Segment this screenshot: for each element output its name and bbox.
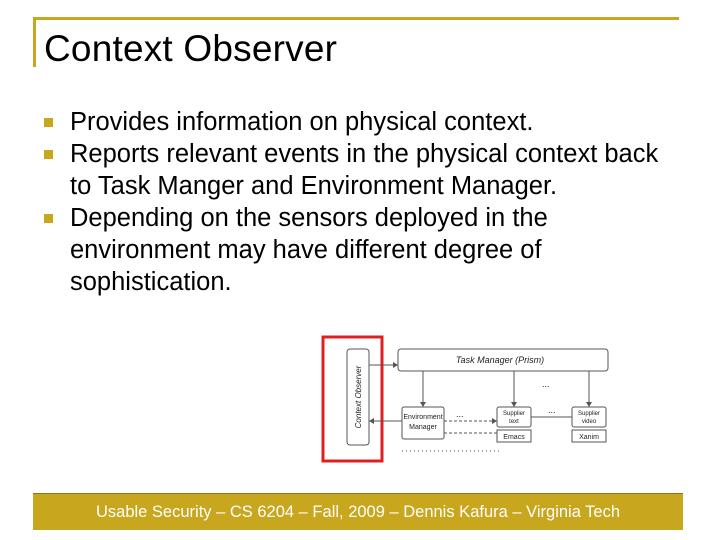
supplier-video-label-line2: video [581,419,597,425]
bullet-text: Provides information on physical context. [70,108,534,136]
bullet-item [44,202,664,298]
bullet-text: Depending on the sensors deployed in the environment may have different degree of sophistication. [70,204,548,296]
square-bullet-icon [44,150,53,159]
task-manager-label: Task Manager (Prism) [455,355,545,365]
supplier-video-label-line1: Supplier [577,411,601,417]
supplier-text-label-line1: Supplier [502,411,526,417]
title-frame-top-line [33,17,679,20]
footer-bar [33,494,683,530]
bullet-item [44,106,664,138]
bullet-item [44,138,664,202]
ellipsis-label: ... [456,409,464,419]
square-bullet-icon [44,214,53,223]
slide-title: Context Observer [44,28,338,69]
bullet-text: Reports relevant events in the physical context back to Task Manger and Environment Manager. [70,140,659,200]
bullet-list [44,106,664,298]
xanim-label: Xanim [579,434,599,441]
environment-manager-label-line2: Manager [409,424,437,431]
emacs-label: Emacs [503,434,525,441]
square-bullet-icon [44,118,53,127]
ellipsis-label: ... [548,405,556,415]
title-frame-left-line [33,17,36,67]
supplier-text-label-line2: text [509,419,519,425]
architecture-diagram [320,335,620,465]
environment-manager-label-line1: Environment [403,414,443,421]
environment-manager-box [402,407,444,439]
footer-text: Usable Security – CS 6204 – Fall, 2009 – Dennis Kafura – Virginia Tech [95,502,621,521]
context-observer-label: Context Observer [354,365,363,429]
ellipsis-label: ... [542,379,550,389]
